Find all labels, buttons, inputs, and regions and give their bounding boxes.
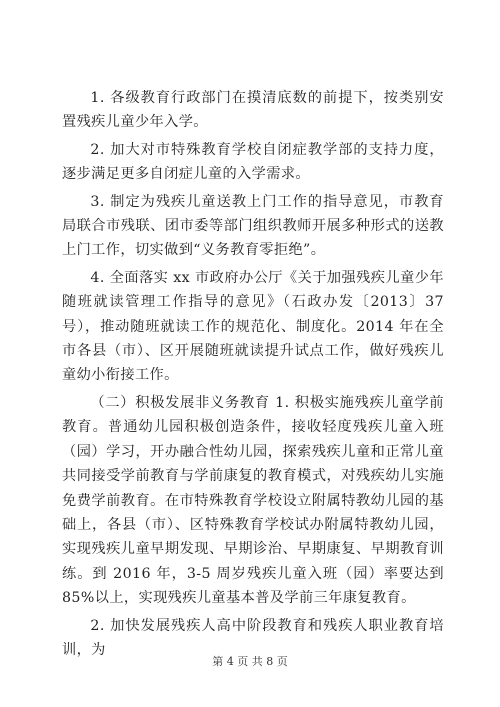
document-body (62, 86, 444, 665)
paragraph-1: 1. 各级教育行政部门在摸清底数的前提下，按类别安置残疾儿童少年入学。 (62, 90, 444, 131)
paragraph-6: 2. 加快发展残疾人高中阶段教育和残疾人职业教育培训，为 (62, 617, 444, 658)
paragraph-3: 3. 制定为残疾儿童送教上门工作的指导意见，市教育局联合市残联、团市委等部门组织教师开展多种形式的送教上门工作，切实做到“义务教育零拒绝”。 (62, 193, 444, 259)
paragraph-2: 2. 加大对市特殊教育学校自闭症教学部的支持力度，逐步满足更多自闭症儿童的入学需求。 (62, 141, 444, 183)
paragraph-4: 4. 全面落实 xx 市政府办公厅《关于加强残疾儿童少年随班就读管理工作指导的意见》（石政办发〔2013〕37 号），推动随班就读工作的规范化、制度化。2014 年在全市各县（市）、区开展随班就读提升试点工作，做好残疾儿童幼小衔接工作。 (62, 269, 444, 384)
paragraph-5: （二）积极发展非义务教育 1. 积极实施残疾儿童学前教育。普通幼儿园积极创造条件，接收轻度残疾儿童入班（园）学习，开办融合性幼儿园，探索残疾儿童和正常儿童共同接受学前教育与学前康复的教育模式，对残疾幼儿实施免费学前教育。在市特殊教育学校设立附属特教幼儿园的基础上，各县（市）、区特殊教育学校试办附属特教幼儿园，实现残疾儿童早期发现、早期诊治、早期康复、早期教育训练。到 2016 年，3-5 周岁残疾儿童入班（园）率要达到 85%以上，实现残疾儿童基本普及学前三年康复教育。 (62, 394, 444, 607)
page-footer: 第 4 页 共 8 页 (212, 655, 288, 668)
